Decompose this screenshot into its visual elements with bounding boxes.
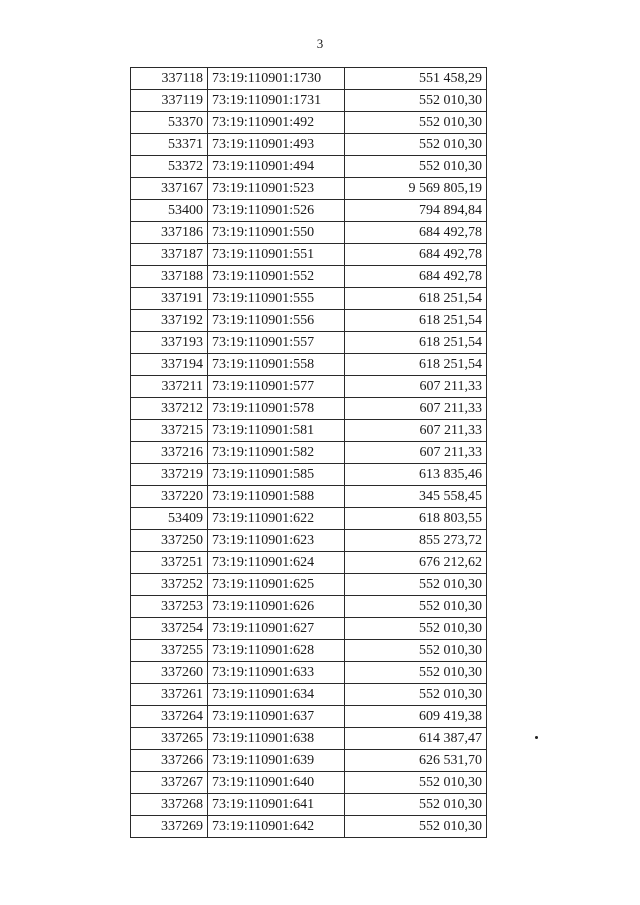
- table-row: [131, 178, 487, 200]
- scan-speck: [535, 736, 538, 739]
- object-id-cell: 53409: [131, 508, 208, 530]
- object-id-cell: 337255: [131, 640, 208, 662]
- table-row: [131, 398, 487, 420]
- cadastral-value-cell: 618 803,55: [345, 508, 487, 530]
- table-row: [131, 332, 487, 354]
- object-id-cell: 53370: [131, 112, 208, 134]
- object-id-cell: 337267: [131, 772, 208, 794]
- cadastral-number-cell: 73:19:110901:492: [208, 112, 345, 134]
- table-row: [131, 244, 487, 266]
- cadastral-value-cell: 552 010,30: [345, 596, 487, 618]
- cadastral-value-table: [130, 67, 487, 838]
- table-row: [131, 728, 487, 750]
- cadastral-number-cell: 73:19:110901:581: [208, 420, 345, 442]
- cadastral-value-cell: 552 010,30: [345, 574, 487, 596]
- cadastral-number-cell: 73:19:110901:526: [208, 200, 345, 222]
- cadastral-value-cell: 552 010,30: [345, 112, 487, 134]
- table-row: [131, 310, 487, 332]
- object-id-cell: 53372: [131, 156, 208, 178]
- object-id-cell: 337212: [131, 398, 208, 420]
- cadastral-value-cell: 552 010,30: [345, 156, 487, 178]
- object-id-cell: 337253: [131, 596, 208, 618]
- cadastral-number-cell: 73:19:110901:639: [208, 750, 345, 772]
- cadastral-value-cell: 609 419,38: [345, 706, 487, 728]
- object-id-cell: 337187: [131, 244, 208, 266]
- table-row: [131, 750, 487, 772]
- table-row: [131, 816, 487, 838]
- cadastral-number-cell: 73:19:110901:624: [208, 552, 345, 574]
- table-row: [131, 684, 487, 706]
- table-row: [131, 530, 487, 552]
- cadastral-value-cell: 618 251,54: [345, 354, 487, 376]
- object-id-cell: 337266: [131, 750, 208, 772]
- cadastral-number-cell: 73:19:110901:623: [208, 530, 345, 552]
- table-row: [131, 112, 487, 134]
- cadastral-value-cell: 626 531,70: [345, 750, 487, 772]
- cadastral-number-cell: 73:19:110901:637: [208, 706, 345, 728]
- object-id-cell: 337261: [131, 684, 208, 706]
- cadastral-number-cell: 73:19:110901:577: [208, 376, 345, 398]
- cadastral-value-cell: 618 251,54: [345, 288, 487, 310]
- object-id-cell: 337220: [131, 486, 208, 508]
- table-row: [131, 420, 487, 442]
- cadastral-number-cell: 73:19:110901:626: [208, 596, 345, 618]
- object-id-cell: 337252: [131, 574, 208, 596]
- object-id-cell: 337119: [131, 90, 208, 112]
- table-row: [131, 134, 487, 156]
- table-row: [131, 464, 487, 486]
- cadastral-value-cell: 552 010,30: [345, 90, 487, 112]
- object-id-cell: 337118: [131, 68, 208, 90]
- cadastral-number-cell: 73:19:110901:633: [208, 662, 345, 684]
- table-row: [131, 596, 487, 618]
- cadastral-value-cell: 614 387,47: [345, 728, 487, 750]
- cadastral-number-cell: 73:19:110901:625: [208, 574, 345, 596]
- table-row: [131, 552, 487, 574]
- cadastral-number-cell: 73:19:110901:523: [208, 178, 345, 200]
- cadastral-value-cell: 613 835,46: [345, 464, 487, 486]
- cadastral-number-cell: 73:19:110901:585: [208, 464, 345, 486]
- table-row: [131, 376, 487, 398]
- object-id-cell: 337268: [131, 794, 208, 816]
- cadastral-number-cell: 73:19:110901:494: [208, 156, 345, 178]
- object-id-cell: 337191: [131, 288, 208, 310]
- object-id-cell: 53400: [131, 200, 208, 222]
- object-id-cell: 337219: [131, 464, 208, 486]
- table-row: [131, 222, 487, 244]
- cadastral-value-cell: 618 251,54: [345, 332, 487, 354]
- object-id-cell: 53371: [131, 134, 208, 156]
- object-id-cell: 337215: [131, 420, 208, 442]
- object-id-cell: 337216: [131, 442, 208, 464]
- cadastral-number-cell: 73:19:110901:493: [208, 134, 345, 156]
- cadastral-value-cell: 607 211,33: [345, 376, 487, 398]
- table-row: [131, 200, 487, 222]
- object-id-cell: 337254: [131, 618, 208, 640]
- cadastral-number-cell: 73:19:110901:588: [208, 486, 345, 508]
- page-number: 3: [316, 36, 324, 51]
- object-id-cell: 337265: [131, 728, 208, 750]
- object-id-cell: 337264: [131, 706, 208, 728]
- table-row: [131, 156, 487, 178]
- cadastral-number-cell: 73:19:110901:628: [208, 640, 345, 662]
- cadastral-value-cell: 794 894,84: [345, 200, 487, 222]
- table-row: [131, 288, 487, 310]
- object-id-cell: 337211: [131, 376, 208, 398]
- object-id-cell: 337251: [131, 552, 208, 574]
- cadastral-number-cell: 73:19:110901:556: [208, 310, 345, 332]
- table-row: [131, 354, 487, 376]
- object-id-cell: 337193: [131, 332, 208, 354]
- table-row: [131, 618, 487, 640]
- cadastral-value-cell: 684 492,78: [345, 266, 487, 288]
- cadastral-value-cell: 684 492,78: [345, 244, 487, 266]
- cadastral-value-cell: 607 211,33: [345, 442, 487, 464]
- cadastral-value-cell: 607 211,33: [345, 420, 487, 442]
- table-row: [131, 90, 487, 112]
- cadastral-number-cell: 73:19:110901:641: [208, 794, 345, 816]
- object-id-cell: 337269: [131, 816, 208, 838]
- table-row: [131, 68, 487, 90]
- table-row: [131, 442, 487, 464]
- cadastral-number-cell: 73:19:110901:558: [208, 354, 345, 376]
- cadastral-value-cell: 552 010,30: [345, 794, 487, 816]
- cadastral-value-cell: 618 251,54: [345, 310, 487, 332]
- cadastral-number-cell: 73:19:110901:552: [208, 266, 345, 288]
- cadastral-value-cell: 552 010,30: [345, 662, 487, 684]
- cadastral-value-cell: 607 211,33: [345, 398, 487, 420]
- cadastral-number-cell: 73:19:110901:550: [208, 222, 345, 244]
- table-row: [131, 574, 487, 596]
- cadastral-number-cell: 73:19:110901:578: [208, 398, 345, 420]
- object-id-cell: 337188: [131, 266, 208, 288]
- cadastral-number-cell: 73:19:110901:638: [208, 728, 345, 750]
- cadastral-number-cell: 73:19:110901:1731: [208, 90, 345, 112]
- cadastral-number-cell: 73:19:110901:642: [208, 816, 345, 838]
- table-body: [131, 68, 487, 838]
- cadastral-number-cell: 73:19:110901:551: [208, 244, 345, 266]
- cadastral-number-cell: 73:19:110901:640: [208, 772, 345, 794]
- cadastral-value-cell: 552 010,30: [345, 772, 487, 794]
- cadastral-value-cell: 676 212,62: [345, 552, 487, 574]
- cadastral-value-cell: 552 010,30: [345, 618, 487, 640]
- cadastral-number-cell: 73:19:110901:555: [208, 288, 345, 310]
- table-row: [131, 662, 487, 684]
- object-id-cell: 337192: [131, 310, 208, 332]
- cadastral-value-cell: 345 558,45: [345, 486, 487, 508]
- table-row: [131, 508, 487, 530]
- cadastral-value-cell: 552 010,30: [345, 816, 487, 838]
- cadastral-value-cell: 551 458,29: [345, 68, 487, 90]
- object-id-cell: 337260: [131, 662, 208, 684]
- cadastral-number-cell: 73:19:110901:622: [208, 508, 345, 530]
- object-id-cell: 337186: [131, 222, 208, 244]
- object-id-cell: 337167: [131, 178, 208, 200]
- cadastral-value-cell: 552 010,30: [345, 134, 487, 156]
- table-row: [131, 794, 487, 816]
- cadastral-number-cell: 73:19:110901:557: [208, 332, 345, 354]
- table-row: [131, 706, 487, 728]
- cadastral-value-cell: 9 569 805,19: [345, 178, 487, 200]
- cadastral-value-cell: 855 273,72: [345, 530, 487, 552]
- cadastral-number-cell: 73:19:110901:1730: [208, 68, 345, 90]
- object-id-cell: 337194: [131, 354, 208, 376]
- cadastral-value-cell: 552 010,30: [345, 640, 487, 662]
- table-row: [131, 772, 487, 794]
- cadastral-number-cell: 73:19:110901:582: [208, 442, 345, 464]
- cadastral-value-cell: 552 010,30: [345, 684, 487, 706]
- table-row: [131, 640, 487, 662]
- table-row: [131, 486, 487, 508]
- cadastral-number-cell: 73:19:110901:634: [208, 684, 345, 706]
- cadastral-value-cell: 684 492,78: [345, 222, 487, 244]
- cadastral-number-cell: 73:19:110901:627: [208, 618, 345, 640]
- table-row: [131, 266, 487, 288]
- object-id-cell: 337250: [131, 530, 208, 552]
